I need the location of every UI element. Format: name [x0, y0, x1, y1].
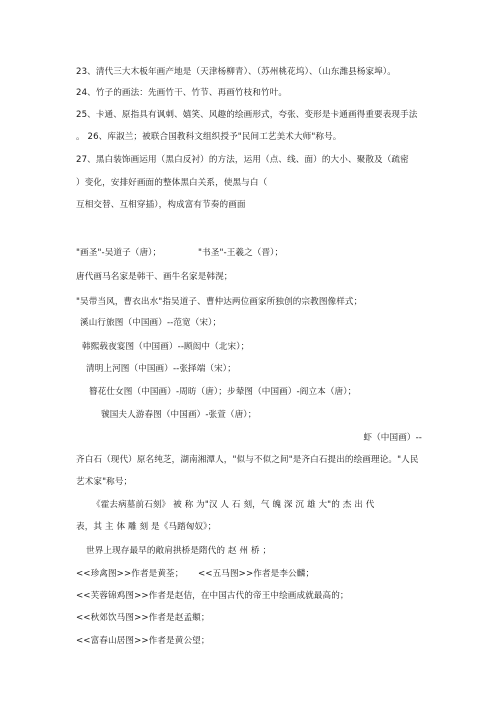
text-line: <<芙蓉锦鸡图>>作者是赵佶，在中国古代的帝王中绘画成就最高的；: [76, 591, 349, 601]
text-line: 表，其 主 体 雕 刻 是《马踏匈奴》；: [76, 522, 217, 532]
text-line: 《霍去病墓前石刻》 被 称 为"汉 人 石 刻，气 魄 深 沉 雄 大"的 杰 出 代: [92, 500, 375, 510]
text-line: 互相交替、互相穿插），构成富有节奏的画面: [76, 200, 246, 210]
text-line: 世界上现存最早的敞肩拱桥是隋代的 赵 州 桥 ；: [86, 546, 272, 556]
text-line: "画圣"-吴道子（唐）；: [76, 248, 162, 258]
text-line: 25、卡通、原指具有讽刺、嬉笑、风趣的绘画形式，夸张、变形是卡通画得重要表现手法: [76, 110, 418, 120]
text-line: 24、竹子的画法：先画竹干、竹节、再画竹枝和竹叶。: [76, 88, 288, 98]
text-line: 齐白石（现代）原名纯芝，湖南湘潭人，"似与不似之间"是齐白石提出的绘画理论。"人民: [76, 455, 419, 465]
text-line: 溪山行旅图（中国画）--范宽（宋）；: [80, 318, 222, 328]
text-line: <<五马图>>作者是李公麟；: [198, 569, 315, 579]
text-line: 清明上河图（中国画）--张择端（宋）；: [86, 364, 236, 374]
text-line: "吴带当风，曹衣出水"指吴道子、曹仲达两位画家所独创的宗教图像样式；: [76, 297, 363, 307]
text-line: 簪花仕女图（中国画）-周昉（唐）；步辇图（中国画）-阎立本（唐）；: [89, 387, 357, 397]
text-line: <<珍禽图>>作者是黄荃；: [76, 569, 184, 579]
text-line: 韩熙载夜宴图（中国画）--顾闳中（北宋）；: [82, 342, 250, 352]
text-line: 艺术家"称号；: [76, 477, 133, 487]
text-line: 虢国夫人游春图（中国画）-张萱（唐）；: [101, 410, 257, 420]
text-line: ）变化，安排好画面的整体黑白关系，使黑与白（: [76, 178, 268, 188]
text-line: 虾（中国画）--: [363, 433, 422, 443]
text-line: 23、清代三大木板年画产地是（天津杨柳青）、（苏州桃花坞）、（山东潍县杨家埠）。: [76, 67, 396, 77]
text-line: <<富春山居图>>作者是黄公望；: [76, 636, 210, 646]
text-line: 唐代画马名家是韩干、画牛名家是韩滉；: [76, 272, 233, 282]
text-line: "书圣"-王羲之（晋）；: [198, 248, 284, 258]
text-line: 27、黑白装饰画运用（黑白反衬）的方法，运用（点、线、面）的大小、聚散及（疏密: [76, 155, 409, 165]
text-line: <<秋郊饮马图>>作者是赵孟頫；: [76, 613, 210, 623]
text-line: 。 26、库淑兰；被联合国教科文组织授予"民间工艺美术大师"称号。: [76, 132, 342, 142]
